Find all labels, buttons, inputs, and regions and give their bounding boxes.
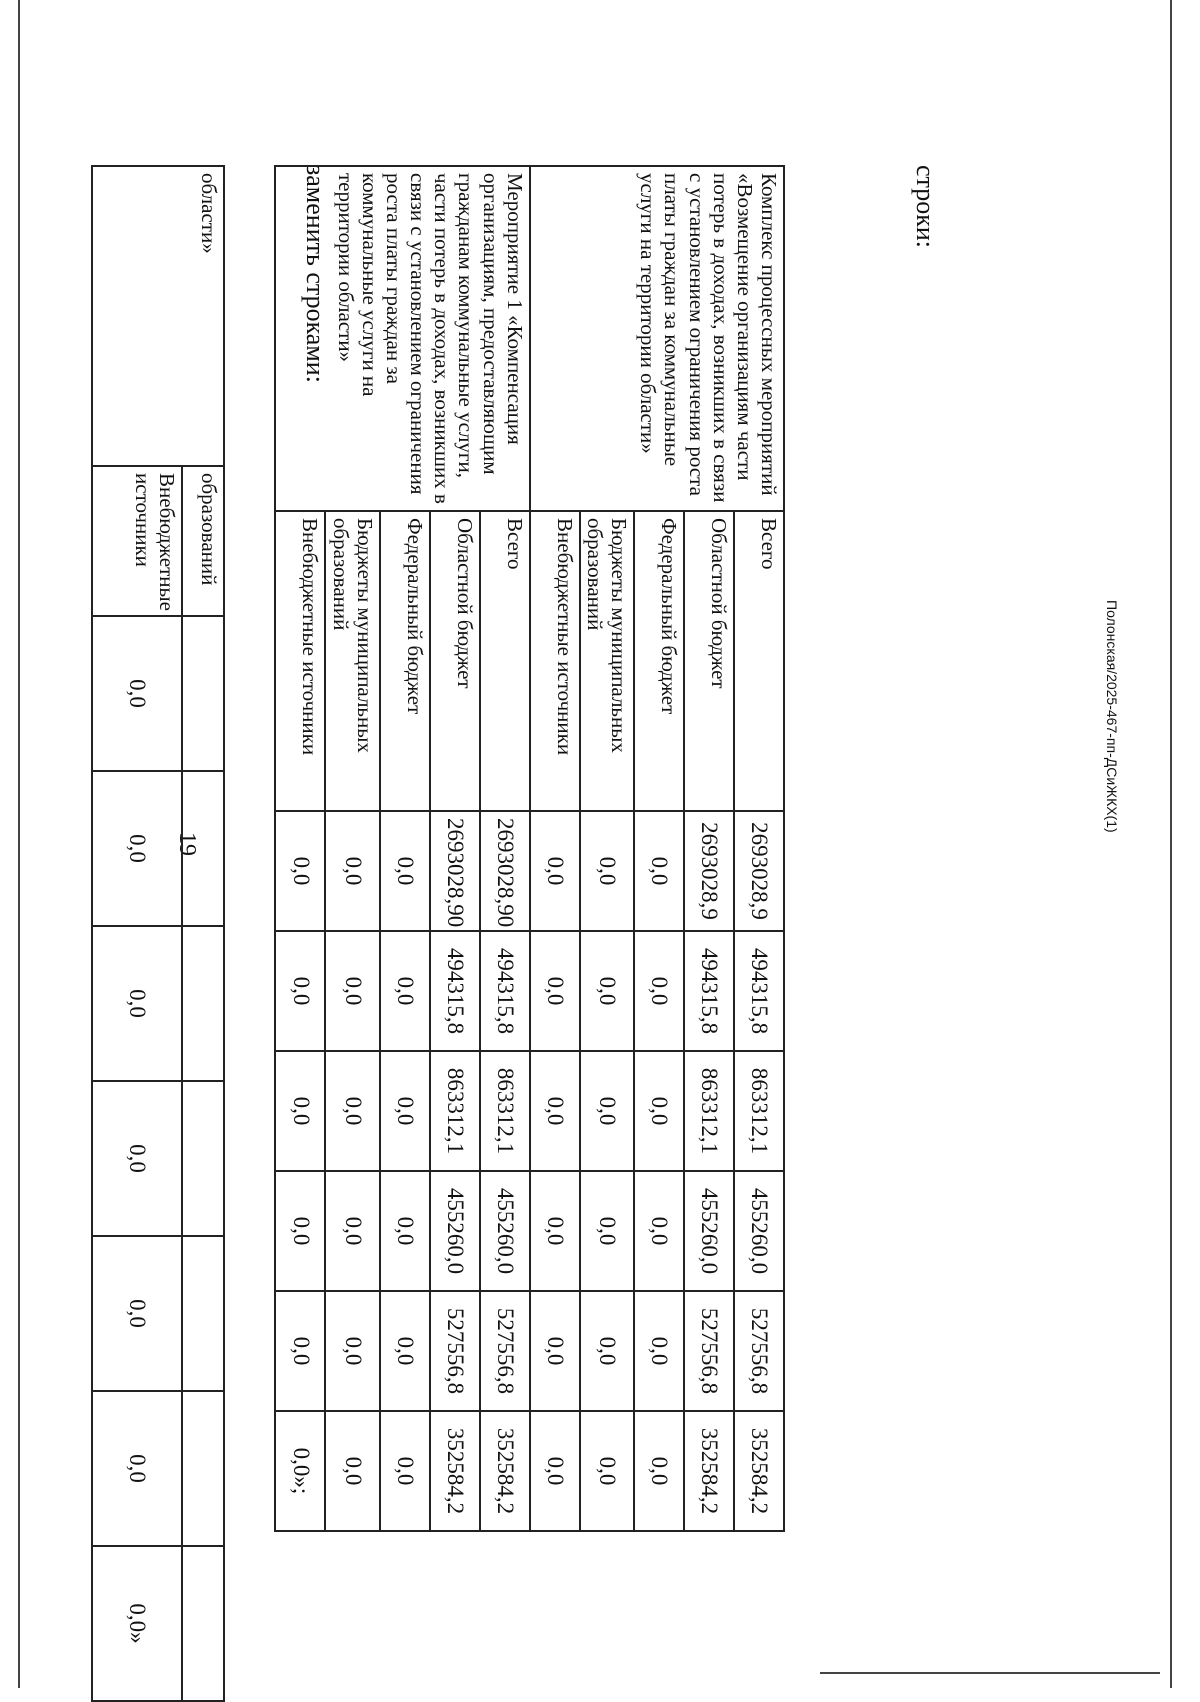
amount-cell: 0,0 [634,1171,684,1291]
amount-cell: 2693028,9 [684,811,734,931]
measure-title: Мероприятие 1 «Компенсация организациям, предоставляющим гражданам коммунальные услуги, части потерь в доходах, возникших в связи с установлением ограничения роста платы граждан за коммунальные услуги на территории области» [275,166,529,511]
amount-cell: 0,0 [580,811,634,931]
funding-source: Федеральный бюджет [634,511,684,811]
amount-cell: 0,0 [325,931,379,1051]
amount-cell: 0,0 [275,1291,325,1411]
amount-cell: 0,0 [580,1171,634,1291]
amount-cell: 352584,2 [734,1411,784,1531]
funding-source: Бюджеты муниципальных образований [580,511,634,811]
amount-cell: 455260,0 [430,1171,480,1291]
top-value: 0,0 [92,771,182,926]
top-table-sub-1: образований [182,466,224,616]
funding-source: Внебюджетные источники [530,511,580,811]
table-row [480,166,530,1531]
funding-source: Бюджеты муниципальных образований [325,511,379,811]
amount-cell: 0,0 [275,811,325,931]
document-footer-code: Полонская/2025-467-пп-ДСиЖКХ(1) [1104,600,1120,833]
amount-cell: 0,0 [634,1291,684,1411]
amount-cell: 527556,8 [734,1291,784,1411]
amount-cell: 455260,0 [480,1171,530,1291]
amount-cell: 0,0 [325,1411,379,1531]
amount-cell: 527556,8 [480,1291,530,1411]
funding-source: Всего [734,511,784,811]
table-row [734,166,784,1531]
section-replace-label: заменить строками: [301,165,330,383]
amount-cell: 0,0 [275,1051,325,1171]
amount-cell: 0,0 [380,811,430,931]
funding-source: Всего [480,511,530,811]
amount-cell: 455260,0 [734,1171,784,1291]
amount-cell: 0,0 [380,1411,430,1531]
amount-cell: 2693028,90 [430,811,480,931]
amount-cell: 0,0 [580,1411,634,1531]
top-table-label: области» [92,166,224,466]
amount-cell: 0,0 [325,1291,379,1411]
top-value: 0,0 [92,1391,182,1546]
amount-cell: 0,0 [634,1411,684,1531]
amount-cell: 0,0 [634,811,684,931]
amount-cell: 494315,8 [480,931,530,1051]
amount-cell: 0,0 [634,931,684,1051]
amount-cell: 494315,8 [430,931,480,1051]
main-table [274,165,785,1532]
amount-cell: 0,0 [634,1051,684,1171]
amount-cell: 0,0 [530,1051,580,1171]
amount-cell: 494315,8 [684,931,734,1051]
amount-cell: 0,0 [530,931,580,1051]
section-rows-label: строки: [911,165,940,248]
amount-cell: 2693028,90 [480,811,530,931]
amount-cell: 527556,8 [684,1291,734,1411]
top-value: 0,0 [92,1081,182,1236]
amount-cell: 0,0 [530,811,580,931]
funding-source: Внебюджетные источники [275,511,325,811]
top-value: 0,0 [92,926,182,1081]
amount-cell: 0,0 [530,1171,580,1291]
funding-source: Федеральный бюджет [380,511,430,811]
top-value: 0,0» [92,1546,182,1701]
page-number: 19 [174,832,200,856]
amount-cell: 352584,2 [480,1411,530,1531]
amount-cell: 0,0 [325,1171,379,1291]
amount-cell: 2693028,9 [734,811,784,931]
amount-cell: 0,0 [380,931,430,1051]
funding-source: Областной бюджет [684,511,734,811]
amount-cell: 0,0 [530,1291,580,1411]
amount-cell: 0,0 [380,1171,430,1291]
amount-cell: 0,0 [580,1291,634,1411]
amount-cell: 0,0 [580,931,634,1051]
amount-cell: 0,0»; [275,1411,325,1531]
amount-cell: 0,0 [325,1051,379,1171]
top-value: 0,0 [92,1236,182,1391]
amount-cell: 494315,8 [734,931,784,1051]
amount-cell: 0,0 [275,931,325,1051]
top-table-fragment [91,165,225,1702]
measure-title: Комплекс процессных мероприятий «Возмещение организациям части потерь в доходах, возникших в связи с установлением ограничения роста платы граждан за коммунальные услуги на территории области» [530,166,784,511]
amount-cell: 0,0 [380,1051,430,1171]
amount-cell: 0,0 [325,811,379,931]
top-table-sub-2: Внебюджетные источники [92,466,182,616]
amount-cell: 455260,0 [684,1171,734,1291]
top-value: 0,0 [92,616,182,771]
amount-cell: 0,0 [530,1411,580,1531]
amount-cell: 0,0 [275,1171,325,1291]
amount-cell: 863312,1 [684,1051,734,1171]
funding-source: Областной бюджет [430,511,480,811]
amount-cell: 0,0 [380,1291,430,1411]
amount-cell: 352584,2 [430,1411,480,1531]
amount-cell: 527556,8 [430,1291,480,1411]
amount-cell: 0,0 [580,1051,634,1171]
top-table-row-1 [182,166,224,1701]
amount-cell: 863312,1 [734,1051,784,1171]
amount-cell: 352584,2 [684,1411,734,1531]
amount-cell: 863312,1 [480,1051,530,1171]
amount-cell: 863312,1 [430,1051,480,1171]
